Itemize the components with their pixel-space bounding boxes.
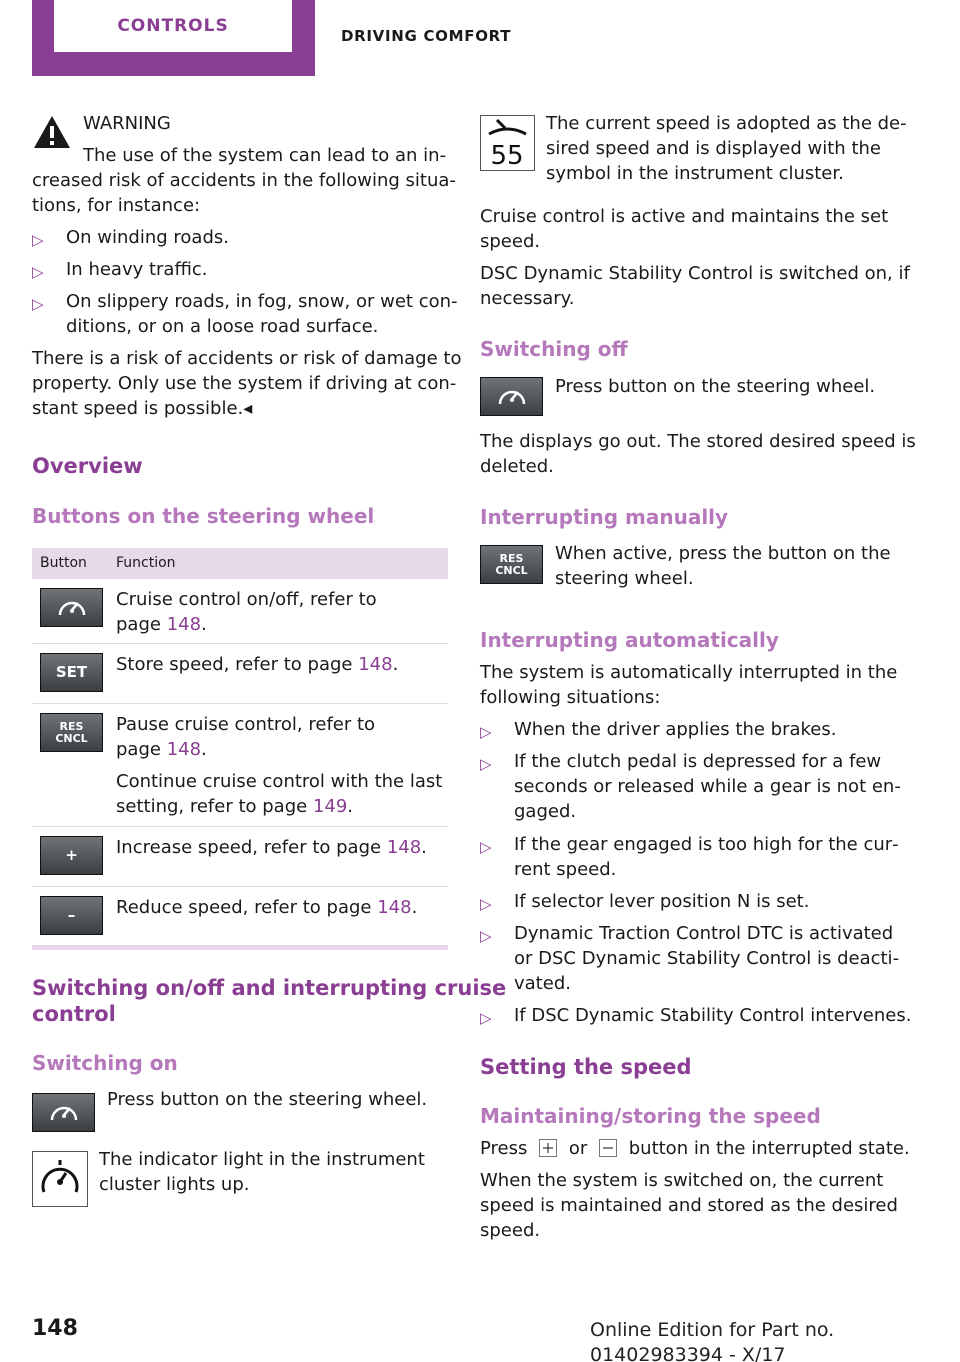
- list-item-cont: gaged.: [514, 801, 577, 822]
- buttons-heading: Buttons on the steering wheel: [32, 504, 375, 528]
- row-divider: [32, 703, 448, 704]
- set-icon-label: SET: [55, 663, 88, 681]
- row-divider: [32, 886, 448, 887]
- minus-icon-label: –: [67, 906, 76, 924]
- cruise-off-button-icon: [480, 377, 543, 416]
- list-item-cont: rent speed.: [514, 859, 617, 880]
- bullet-triangle-icon: ▷: [480, 838, 492, 856]
- switching-on-heading: Switching on: [32, 1051, 178, 1075]
- page-link[interactable]: 148: [166, 739, 202, 760]
- table-bottom-rule: [32, 945, 448, 950]
- switch-heading-1: Switching on/off and interrupting cruise: [32, 976, 507, 1000]
- bullet-triangle-icon: ▷: [480, 895, 492, 913]
- row-divider: [32, 826, 448, 827]
- interrupting-manually-heading: Interrupting manually: [480, 505, 729, 529]
- list-item: If the gear engaged is too high for the cur‐: [514, 834, 899, 855]
- cruise-toggle-icon: [492, 382, 532, 412]
- active-text-2: speed.: [480, 231, 541, 252]
- warning-text-2: creased risk of accidents in the following situa‐: [32, 170, 456, 191]
- risk-text-3: stant speed is possible.◂: [32, 398, 253, 419]
- dsc-text-2: necessary.: [480, 288, 575, 309]
- row1-text-2: page 148.: [116, 614, 207, 635]
- auto-text-1: The system is automatically interrupted in the: [480, 662, 898, 683]
- bullet-triangle-icon: ▷: [32, 263, 44, 281]
- press-plus-minus-text: Press or button in the interrupted state.: [480, 1138, 910, 1159]
- set-button-icon: [40, 653, 103, 692]
- risk-text-1: There is a risk of accidents or risk of damage to: [32, 348, 462, 369]
- switching-off-heading: Switching off: [480, 337, 628, 361]
- warning-text-1: The use of the system can lead to an in‐: [83, 145, 447, 166]
- controls-tab[interactable]: [32, 0, 315, 76]
- row5-text: Reduce speed, refer to page 148.: [116, 897, 418, 918]
- list-item: In heavy traffic.: [66, 259, 208, 280]
- page-link[interactable]: 148: [386, 837, 422, 858]
- displays-text-2: deleted.: [480, 456, 554, 477]
- row3-text-1: Pause cruise control, refer to: [116, 714, 376, 735]
- desired-speed-value: 55: [490, 141, 524, 170]
- plus-icon-label: +: [65, 846, 78, 864]
- risk-text-2: property. Only use the system if driving at con‐: [32, 373, 457, 394]
- row-divider: [32, 643, 448, 644]
- res-cncl-icon-label: RES CNCL: [495, 551, 528, 577]
- warning-label: WARNING: [83, 113, 171, 134]
- cruise-toggle-button-icon: [40, 588, 103, 627]
- page-link[interactable]: 148: [358, 654, 393, 675]
- warning-text-3: tions, for instance:: [32, 195, 201, 216]
- col-function-header: Function: [116, 555, 176, 571]
- col-button-header: Button: [40, 555, 87, 571]
- desired-speed-icon: [480, 115, 535, 171]
- indicator-light-icon: [32, 1151, 88, 1207]
- bullet-triangle-icon: ▷: [32, 231, 44, 249]
- active-text-1: Cruise control is active and maintains the set: [480, 206, 889, 227]
- maintaining-heading: Maintaining/storing the speed: [480, 1104, 821, 1128]
- list-item: If selector lever position N is set.: [514, 891, 810, 912]
- page-link[interactable]: 149: [312, 796, 348, 817]
- bullet-triangle-icon: ▷: [480, 723, 492, 741]
- indicator-text-2: cluster lights up.: [99, 1174, 250, 1195]
- edition-text: Online Edition for Part no. 01402983394 - X/17: [590, 1319, 835, 1362]
- bullet-triangle-icon: ▷: [32, 295, 44, 313]
- cruise-toggle-icon: [44, 1098, 84, 1128]
- minus-button-icon: [40, 896, 103, 935]
- list-item: If DSC Dynamic Stability Control intervenes.: [514, 1005, 912, 1026]
- list-item-cont: seconds or released while a gear is not en‐: [514, 776, 901, 797]
- when-text-3: speed.: [480, 1220, 541, 1241]
- list-item: On slippery roads, in fog, snow, or wet con‐: [66, 291, 458, 312]
- manual-text-1: When active, press the button on the: [555, 543, 891, 564]
- list-item: If the clutch pedal is depressed for a few: [514, 751, 882, 772]
- res-cncl-button-icon: [40, 713, 103, 752]
- list-item: On winding roads.: [66, 227, 229, 248]
- res-cncl-button-icon: [480, 545, 543, 584]
- adopted-text-3: symbol in the instrument cluster.: [546, 163, 844, 184]
- row2-text: Store speed, refer to page 148.: [116, 654, 399, 675]
- minus-key-icon: [599, 1139, 617, 1157]
- warning-icon: [32, 112, 72, 152]
- list-item: Dynamic Traction Control DTC is activated: [514, 923, 894, 944]
- overview-heading: Overview: [32, 454, 143, 478]
- list-item-cont: vated.: [514, 973, 571, 994]
- list-item: When the driver applies the brakes.: [514, 719, 837, 740]
- cruise-on-button-icon: [32, 1093, 95, 1132]
- adopted-text-1: The current speed is adopted as the de‐: [546, 113, 907, 134]
- table-header: [32, 548, 448, 579]
- row4-text: Increase speed, refer to page 148.: [116, 837, 427, 858]
- list-item-cont: ditions, or on a loose road surface.: [66, 316, 379, 337]
- displays-text-1: The displays go out. The stored desired speed is: [480, 431, 916, 452]
- when-text-1: When the system is switched on, the current: [480, 1170, 884, 1191]
- when-text-2: speed is maintained and stored as the desired: [480, 1195, 898, 1216]
- bullet-triangle-icon: ▷: [480, 755, 492, 773]
- page-number: 148: [32, 1316, 78, 1341]
- press-off-text: Press button on the steering wheel.: [555, 376, 876, 397]
- row1-text-1: Cruise control on/off, refer to: [116, 589, 377, 610]
- interrupting-auto-heading: Interrupting automatically: [480, 628, 779, 652]
- row3-text-2: page 148.: [116, 739, 207, 760]
- cruise-toggle-icon: [52, 593, 92, 623]
- page-link[interactable]: 148: [377, 897, 412, 918]
- list-item-cont: or DSC Dynamic Stability Control is deacti‐: [514, 948, 900, 969]
- controls-tab-label: CONTROLS: [54, 0, 292, 52]
- page-link[interactable]: 148: [166, 614, 202, 635]
- switch-heading-2: control: [32, 1002, 116, 1026]
- driving-comfort-tab[interactable]: DRIVING COMFORT: [341, 27, 512, 45]
- manual-text-2: steering wheel.: [555, 568, 694, 589]
- auto-text-2: following situations:: [480, 687, 661, 708]
- plus-key-icon: [539, 1139, 557, 1157]
- setting-speed-heading: Setting the speed: [480, 1055, 692, 1079]
- plus-button-icon: [40, 836, 103, 875]
- press-button-text: Press button on the steering wheel.: [107, 1089, 428, 1110]
- dsc-text-1: DSC Dynamic Stability Control is switched on, if: [480, 263, 910, 284]
- adopted-text-2: sired speed and is displayed with the: [546, 138, 881, 159]
- row3-text-3: Continue cruise control with the last: [116, 771, 443, 792]
- bullet-triangle-icon: ▷: [480, 927, 492, 945]
- res-cncl-icon-label: RES CNCL: [55, 719, 88, 745]
- bullet-triangle-icon: ▷: [480, 1009, 492, 1027]
- row3-text-4: setting, refer to page 149.: [116, 796, 354, 817]
- indicator-text-1: The indicator light in the instrument: [99, 1149, 425, 1170]
